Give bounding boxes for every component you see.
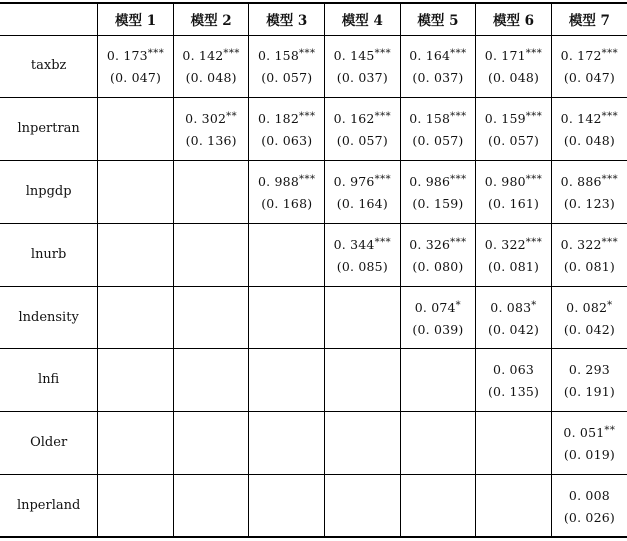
standard-error: (0. 085) (336, 258, 388, 274)
significance-stars: *** (601, 173, 619, 185)
header-row (0, 3, 627, 35)
significance-stars: *** (298, 111, 316, 123)
standard-error: (0. 063) (261, 133, 313, 149)
standard-error: (0. 047) (563, 70, 615, 86)
significance-stars: *** (450, 48, 467, 60)
coefficient-value: 0. 142 (182, 48, 224, 64)
coefficient-value: 0. 171 (484, 48, 526, 64)
table-cell (249, 475, 325, 538)
table-row (0, 161, 627, 224)
standard-error: (0. 057) (261, 70, 313, 86)
table-cell (98, 161, 174, 224)
coefficient-value: 0. 302 (185, 111, 227, 127)
significance-stars: *** (525, 111, 543, 123)
table-cell (325, 98, 401, 161)
coefficient-value: 0. 173 (106, 48, 148, 64)
standard-error: (0. 081) (563, 258, 615, 274)
table-cell (325, 412, 401, 475)
coefficient (552, 295, 627, 319)
table-cell (325, 349, 401, 412)
coefficient (552, 43, 627, 67)
significance-stars: *** (374, 48, 392, 60)
coefficient-value: 0. 051 (563, 425, 605, 441)
table-cell (400, 349, 476, 412)
significance-stars: *** (601, 48, 619, 60)
coefficient-value: 0. 082 (566, 299, 608, 315)
row-label: Older (0, 412, 98, 475)
table-cell (400, 223, 476, 286)
coefficient (476, 43, 551, 67)
coefficient-value: 0. 158 (409, 111, 451, 127)
row-label: lndensity (0, 286, 98, 349)
table-cell (476, 475, 552, 538)
coefficient (476, 232, 551, 256)
coefficient (552, 357, 627, 381)
header-model-5: 模型 5 (400, 3, 476, 35)
significance-stars: *** (374, 111, 392, 123)
coefficient (552, 483, 627, 507)
table-row (0, 349, 627, 412)
table-cell (98, 35, 174, 98)
coefficient (174, 43, 249, 67)
standard-error: (0. 081) (487, 258, 540, 274)
header-model-4: 模型 4 (325, 3, 401, 35)
table-cell (400, 98, 476, 161)
table-cell (400, 161, 476, 224)
table-cell (400, 286, 476, 349)
standard-error: (0. 080) (412, 258, 464, 274)
significance-stars: *** (374, 173, 392, 185)
coefficient (401, 295, 476, 319)
coefficient-value: 0. 008 (568, 487, 610, 503)
table-cell (98, 223, 174, 286)
significance-stars: *** (374, 236, 392, 248)
coefficient-value: 0. 986 (409, 173, 451, 189)
coefficient-value: 0. 344 (333, 236, 375, 252)
standard-error: (0. 047) (110, 70, 162, 86)
significance-stars: *** (450, 236, 467, 248)
coefficient (98, 43, 173, 67)
coefficient-value: 0. 182 (258, 111, 299, 127)
header-model-2: 模型 2 (173, 3, 249, 35)
coefficient-value: 0. 162 (333, 111, 375, 127)
row-label: lnpgdp (0, 161, 98, 224)
significance-stars: *** (450, 173, 467, 185)
standard-error: (0. 037) (336, 70, 388, 86)
coefficient (174, 106, 249, 130)
coefficient-value: 0. 976 (333, 173, 375, 189)
table-cell (98, 98, 174, 161)
table-cell (551, 286, 627, 349)
significance-stars: *** (298, 48, 316, 60)
significance-stars: ** (226, 111, 238, 123)
table-row (0, 35, 627, 98)
table-cell (476, 98, 552, 161)
header-model-7: 模型 7 (551, 3, 627, 35)
table-cell (325, 161, 401, 224)
coefficient-value: 0. 164 (409, 48, 451, 64)
table-cell (173, 35, 249, 98)
table-cell (551, 223, 627, 286)
row-label: lnpertran (0, 98, 98, 161)
table-cell (325, 223, 401, 286)
standard-error: (0. 161) (487, 195, 540, 211)
significance-stars: *** (601, 236, 619, 248)
table-cell (476, 412, 552, 475)
table-cell (476, 223, 552, 286)
table-cell (551, 98, 627, 161)
standard-error: (0. 159) (412, 195, 464, 211)
coefficient (325, 106, 400, 130)
standard-error: (0. 037) (412, 70, 464, 86)
standard-error: (0. 168) (261, 195, 313, 211)
table-cell (173, 475, 249, 538)
standard-error: (0. 048) (563, 133, 615, 149)
standard-error: (0. 042) (563, 321, 615, 337)
table-cell (551, 475, 627, 538)
coefficient (476, 106, 551, 130)
standard-error: (0. 048) (185, 70, 237, 86)
coefficient (249, 106, 324, 130)
table-cell (400, 412, 476, 475)
header-model-6: 模型 6 (476, 3, 552, 35)
significance-stars: *** (223, 48, 240, 60)
coefficient-value: 0. 293 (568, 362, 610, 378)
coefficient (325, 43, 400, 67)
table-row (0, 98, 627, 161)
standard-error: (0. 048) (487, 70, 540, 86)
coefficient (401, 169, 476, 193)
coefficient-value: 0. 988 (258, 173, 299, 189)
standard-error: (0. 039) (412, 321, 464, 337)
table-cell (173, 223, 249, 286)
table-cell (98, 475, 174, 538)
significance-stars: *** (298, 173, 316, 185)
significance-stars: * (607, 299, 613, 311)
coefficient (249, 169, 324, 193)
significance-stars: ** (604, 425, 616, 437)
standard-error: (0. 057) (487, 133, 540, 149)
coefficient-value: 0. 980 (484, 173, 526, 189)
row-label: taxbz (0, 35, 98, 98)
row-label: lnfi (0, 349, 98, 412)
coefficient (249, 43, 324, 67)
table-cell (476, 286, 552, 349)
table-cell (98, 412, 174, 475)
coefficient-value: 0. 083 (490, 299, 532, 315)
significance-stars: *** (525, 48, 543, 60)
table-cell (325, 35, 401, 98)
coefficient-value: 0. 326 (409, 236, 451, 252)
table-cell (400, 35, 476, 98)
significance-stars: *** (525, 236, 543, 248)
coefficient-value: 0. 172 (560, 48, 602, 64)
coefficient (401, 106, 476, 130)
table-cell (476, 35, 552, 98)
coefficient (552, 232, 627, 256)
standard-error: (0. 042) (487, 321, 540, 337)
table-cell (249, 412, 325, 475)
table-row (0, 223, 627, 286)
standard-error: (0. 057) (336, 133, 388, 149)
table-cell (249, 161, 325, 224)
table-cell (249, 349, 325, 412)
header-variable (0, 3, 98, 35)
table-cell (173, 349, 249, 412)
coefficient (476, 169, 551, 193)
coefficient-value: 0. 145 (333, 48, 375, 64)
standard-error: (0. 026) (563, 509, 615, 525)
table-cell (551, 161, 627, 224)
coefficient (552, 420, 627, 444)
table-cell (98, 349, 174, 412)
row-label: lnperland (0, 475, 98, 538)
table-row (0, 412, 627, 475)
coefficient-value: 0. 322 (560, 236, 602, 252)
table-body (0, 35, 627, 537)
table-cell (551, 349, 627, 412)
significance-stars: *** (147, 48, 165, 60)
coefficient-value: 0. 074 (414, 299, 456, 315)
coefficient-value: 0. 159 (484, 111, 526, 127)
standard-error: (0. 057) (412, 133, 464, 149)
standard-error: (0. 123) (563, 195, 615, 211)
table-cell (476, 161, 552, 224)
table-cell (173, 412, 249, 475)
row-label: lnurb (0, 223, 98, 286)
coefficient (401, 232, 476, 256)
table-cell (173, 286, 249, 349)
table-row (0, 286, 627, 349)
coefficient (552, 106, 627, 130)
standard-error: (0. 136) (185, 133, 237, 149)
standard-error: (0. 135) (487, 384, 540, 400)
standard-error: (0. 164) (336, 195, 388, 211)
table-cell (325, 286, 401, 349)
table-cell (249, 286, 325, 349)
header-model-3: 模型 3 (249, 3, 325, 35)
header-model-1: 模型 1 (98, 3, 174, 35)
coefficient (476, 295, 551, 319)
coefficient (476, 357, 551, 381)
table-cell (551, 412, 627, 475)
table-cell (173, 161, 249, 224)
table-cell (249, 98, 325, 161)
table-cell (98, 286, 174, 349)
table-row (0, 475, 627, 538)
standard-error: (0. 191) (563, 384, 615, 400)
significance-stars: *** (525, 173, 543, 185)
coefficient (325, 232, 400, 256)
coefficient-value: 0. 158 (258, 48, 299, 64)
coefficient-value: 0. 322 (484, 236, 526, 252)
significance-stars: * (455, 299, 462, 311)
coefficient-value: 0. 063 (493, 362, 535, 378)
table-cell (249, 35, 325, 98)
significance-stars: *** (450, 111, 467, 123)
standard-error: (0. 019) (563, 447, 615, 463)
significance-stars: *** (601, 111, 619, 123)
coefficient (552, 169, 627, 193)
table-cell (249, 223, 325, 286)
table-cell (325, 475, 401, 538)
coefficient-value: 0. 886 (560, 173, 602, 189)
table-cell (173, 98, 249, 161)
table-cell (476, 349, 552, 412)
coefficient (401, 43, 476, 67)
table-cell (400, 475, 476, 538)
table-cell (551, 35, 627, 98)
regression-table (0, 2, 627, 538)
significance-stars: * (531, 299, 537, 311)
coefficient (325, 169, 400, 193)
coefficient-value: 0. 142 (560, 111, 602, 127)
